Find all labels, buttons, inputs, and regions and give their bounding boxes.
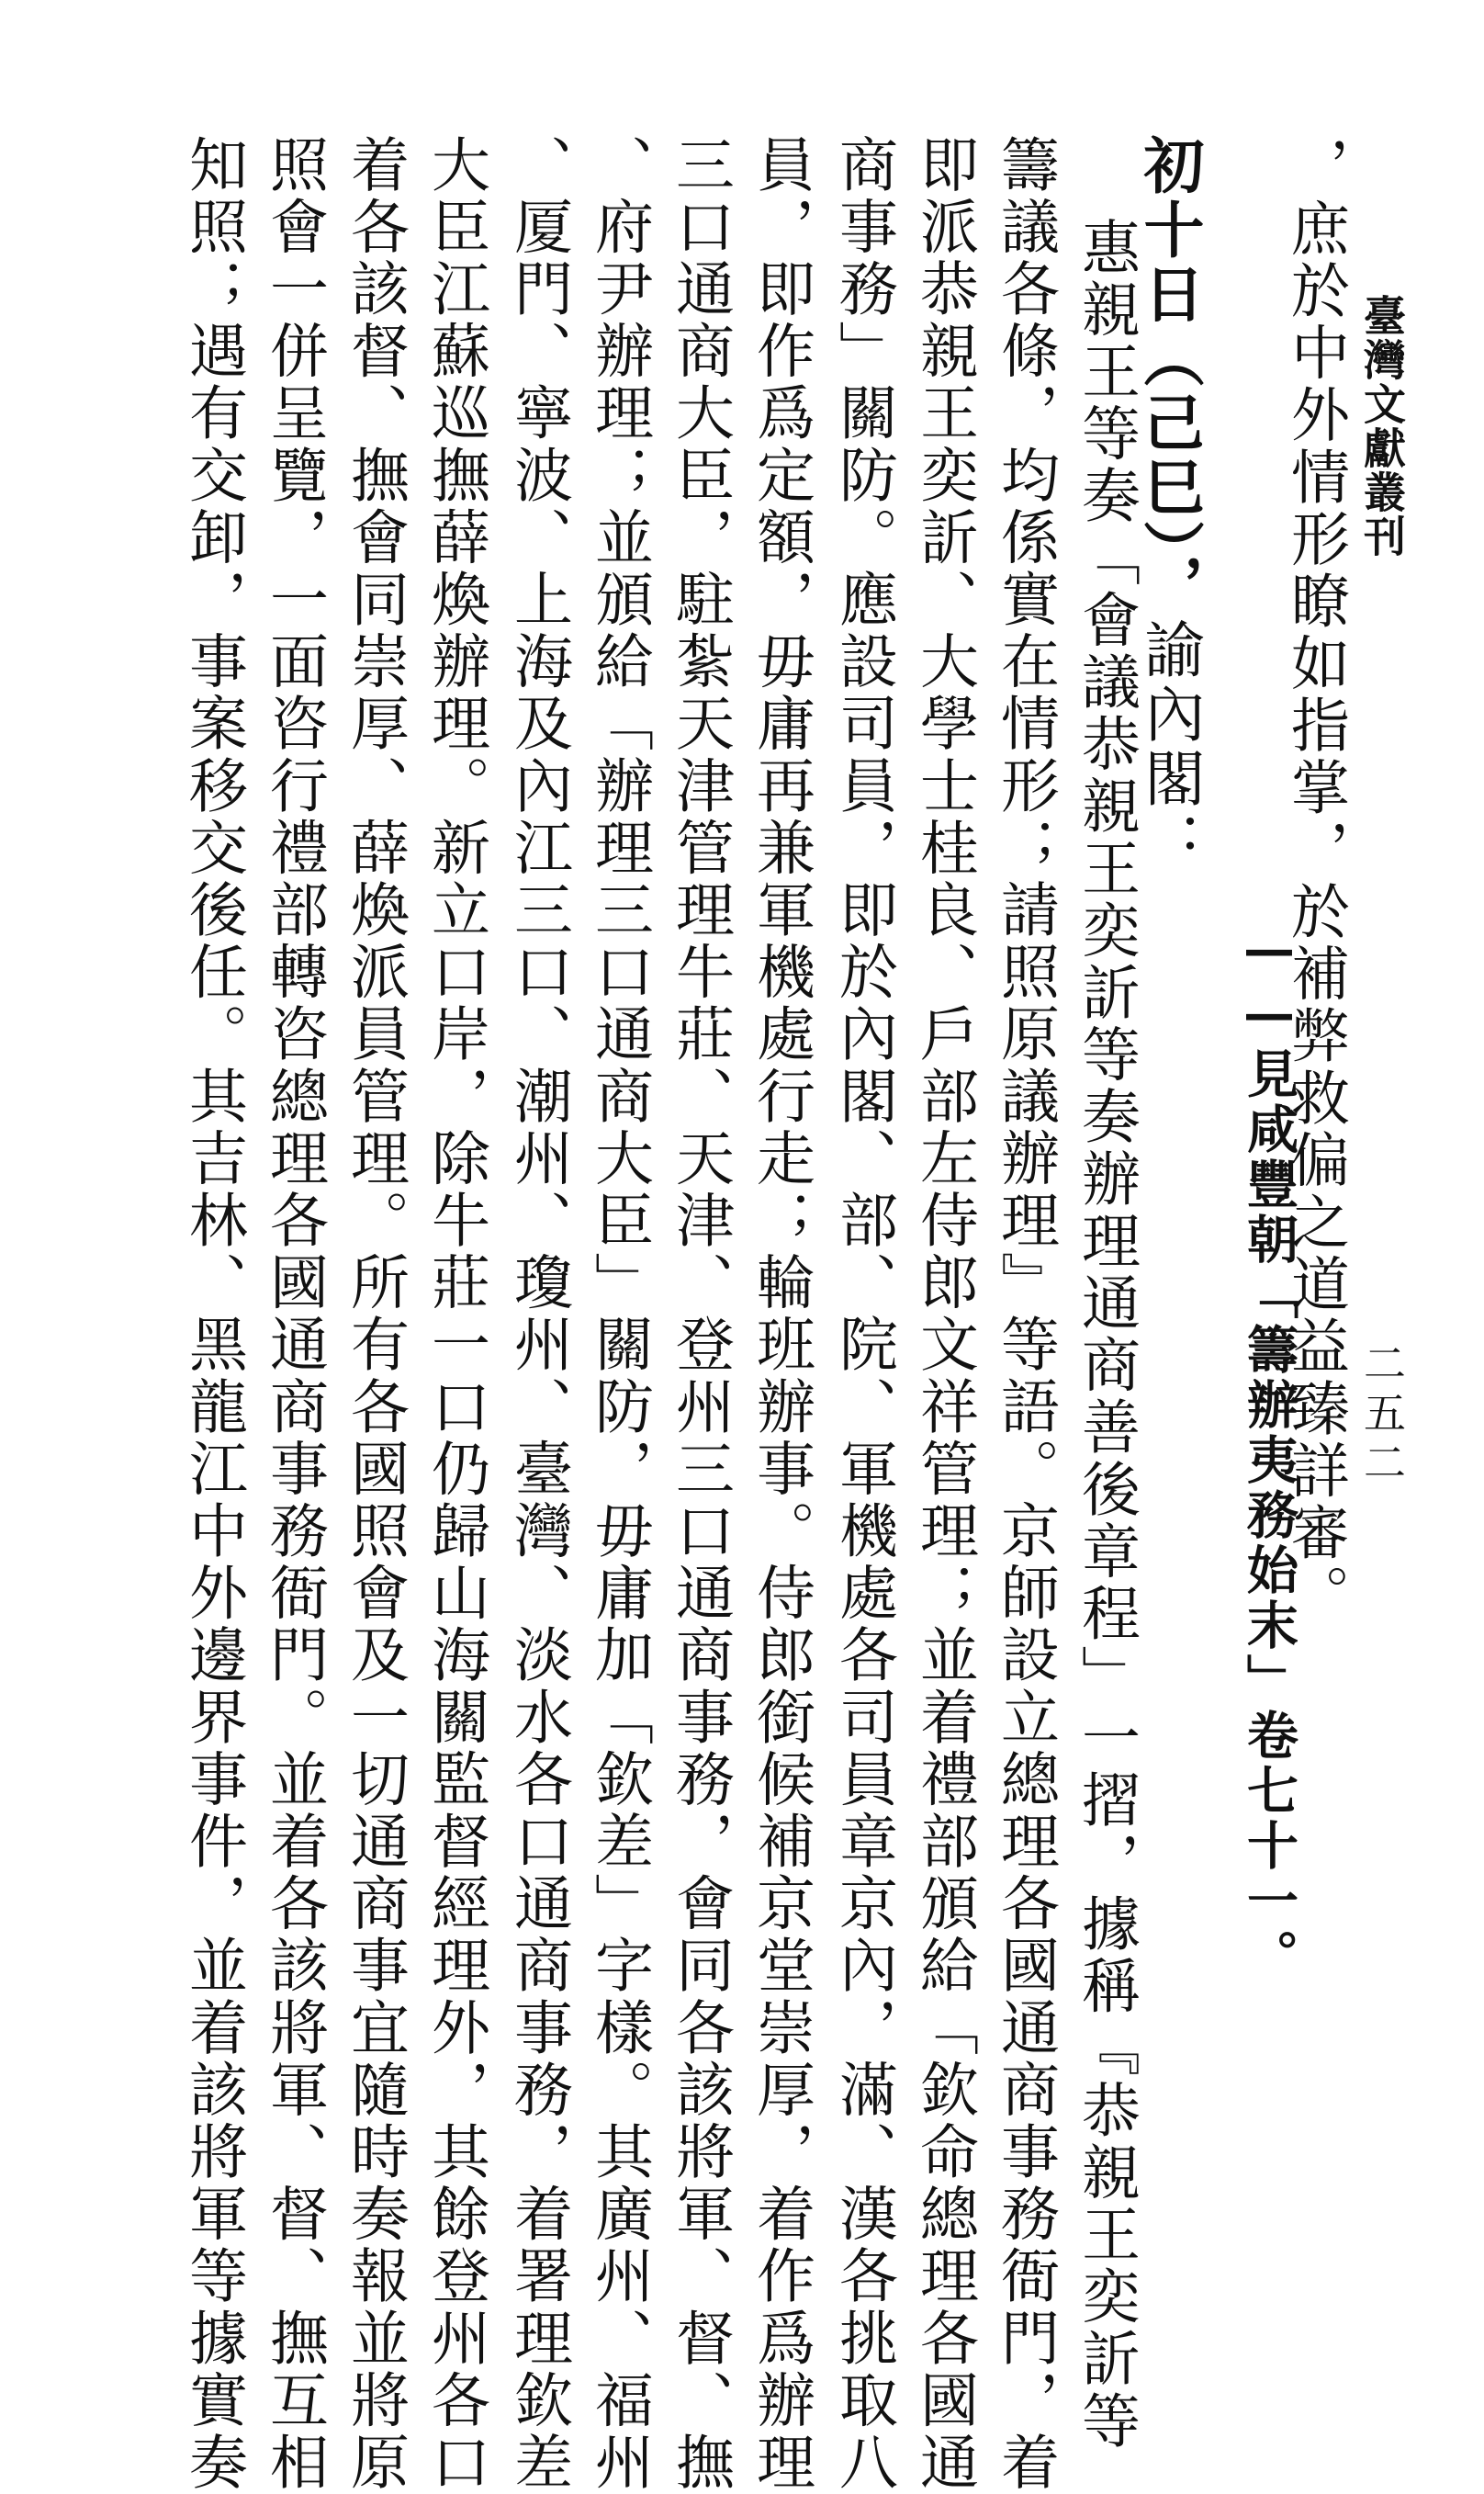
series-title: 臺灣文獻叢刊: [1357, 294, 1407, 559]
date-heading: [1133, 134, 1205, 875]
text-column-6: 員，即作爲定額，毋庸再兼軍機處行走；輪班辦事。侍郎銜候補京堂崇厚，着作爲辦理: [747, 134, 815, 2494]
text-column-10: 大臣江蘇巡撫薛煥辦理。新立口岸，除牛莊一口仍歸山海關監督經理外，其餘登州各口: [422, 134, 489, 2494]
source-citation: ——見咸豐朝「籌辦夷務始末」卷七十一。: [1239, 919, 1299, 1984]
text-column-11: 着各該督、撫會同崇厚、薛煥派員管理。所有各國照會及一切通商事宜隨時奏報並將原: [341, 134, 409, 2494]
text-column-2: 惠親王等奏「會議恭親王奕訢等奏辦理通商善後章程」一摺，據稱『恭親王奕訢等: [1072, 217, 1140, 2453]
text-column-9: 、厦門、寧波、上海及內江三口、潮州、瓊州、臺灣、淡水各口通商事務，着署理欽差: [504, 134, 572, 2494]
page-number: 二五二: [1357, 1341, 1407, 1490]
text-column-5: 商事務」關防。應設司員，即於內閣、部、院、軍機處各司員章京內，滿、漢各挑取八: [829, 134, 897, 2494]
text-column-8: 、府尹辦理；並頒給「辦理三口通商大臣」關防，毋庸加「欽差」字樣。其廣州、福州: [585, 134, 653, 2494]
date-heading-rest: 諭內閣：: [1134, 618, 1205, 875]
text-column-4: 即派恭親王奕訢、大學士桂良、戶部左侍郎文祥管理；並着禮部頒給「欽命總理各國通: [910, 134, 978, 2494]
text-column-12: 照會一併呈覽，一面咨行禮部轉咨總理各國通商事務衙門。並着各該將軍、督、撫互相: [260, 134, 328, 2494]
text-column-3: 籌議各條，均係實在情形；請照原議辦理』等語。京師設立總理各國通商事務衙門，着: [991, 134, 1059, 2494]
text-column-1: ，庶於中外情形瞭如指掌，於補弊救偏之道益臻詳審。: [1281, 136, 1349, 1627]
text-column-13: 知照；遇有交卸，事案移交後任。其吉林、黑龍江中外邊界事件，並着該將軍等據實奏: [179, 134, 247, 2494]
text-column-7: 三口通商大臣，駐紮天津管理牛莊、天津、登州三口通商事務，會同各該將軍、督、撫: [666, 134, 734, 2494]
date-heading-main: 初十日（己巳），: [1133, 134, 1205, 618]
